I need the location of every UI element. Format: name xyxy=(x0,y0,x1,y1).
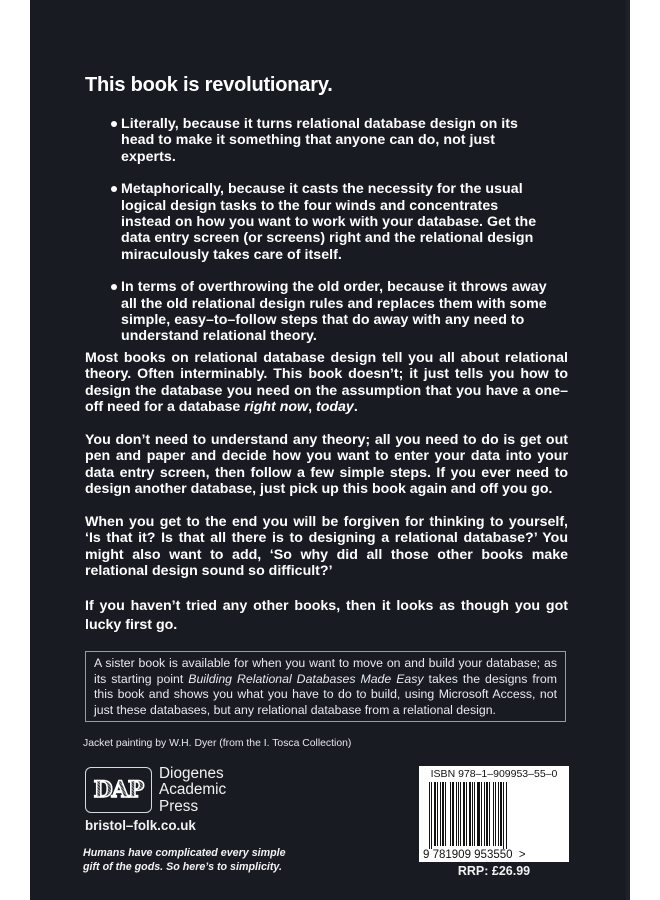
paragraph-end: When you get to the end you will be forgiven for thinking to yourself, ‘Is that it? Is that all there is to designing a relational database?’ You might also want to add, ‘So why did all those other books make relational design sound so difficult?’ xyxy=(85,514,568,580)
dap-logo-icon: DAP xyxy=(93,777,144,803)
publisher-website: bristol–folk.co.uk xyxy=(85,818,196,833)
motto-line: Humans have complicated every simple xyxy=(83,847,286,859)
motto xyxy=(83,847,286,874)
barcode-bar xyxy=(493,782,494,846)
isbn-barcode xyxy=(419,766,569,862)
bullet-item xyxy=(112,279,552,345)
sister-book-title: Building Relational Databases Made Easy xyxy=(188,671,424,686)
barcode-bar xyxy=(489,782,490,846)
barcode-bar xyxy=(472,782,473,846)
barcode-bars-icon xyxy=(429,782,537,856)
barcode-bar xyxy=(434,782,436,846)
barcode-bar xyxy=(498,782,499,846)
bullet-item xyxy=(112,116,552,165)
barcode-bar xyxy=(440,782,441,846)
barcode-bar xyxy=(506,782,507,856)
barcode-bar xyxy=(466,782,467,846)
barcode-bar xyxy=(431,782,432,856)
barcode-bar xyxy=(429,782,430,856)
barcode-bar xyxy=(474,782,475,846)
cover-edge xyxy=(626,0,630,900)
barcode-bar xyxy=(445,782,446,846)
barcode-bar xyxy=(463,782,465,846)
sister-book-box xyxy=(85,651,566,722)
publisher-line: Diogenes xyxy=(159,765,224,782)
bullet-icon xyxy=(111,121,117,127)
bullet-text: In terms of overthrowing the old order, because it throws away all the old relational design rules and replaces them with some simple, easy–to–follow steps that do away with any need to understand relational theory. xyxy=(121,279,547,345)
cover-headline: This book is revolutionary. xyxy=(85,74,333,96)
emphasis-text: today xyxy=(315,399,354,416)
bullet-list xyxy=(112,116,552,361)
publisher-line: Press xyxy=(159,797,199,815)
barcode-bar xyxy=(452,782,454,846)
barcode-bar xyxy=(460,782,461,846)
barcode-bar xyxy=(495,782,496,846)
motto-line: gift of the gods. So here’s to simplicity. xyxy=(83,860,282,873)
bullet-text: Literally, because it turns relational database design on its head to make it something that anyone can do, not just experts. xyxy=(121,116,518,165)
sister-box-text: takes the designs from this book and shows you what you have to do to build, using Microsoft Access, not just these databases, but any relational database from a relational design. xyxy=(94,671,557,717)
barcode-bar xyxy=(481,782,482,846)
bullet-icon xyxy=(111,284,117,290)
barcode-digits: 9 781909 953550 > xyxy=(423,849,565,861)
barcode-bar xyxy=(450,782,451,846)
paragraph-no-theory: You don’t need to understand any theory; all you need to do is get out pen and paper and decide how you want to enter your data into your data entry screen, then follow a few simple steps. If you ever need to design another database, just pick up this book again and off you go. xyxy=(85,432,568,498)
sister-box-text: A sister book is available for when you want to move on and build your database; as its starting point xyxy=(94,656,557,686)
paragraph-theory xyxy=(85,350,568,416)
barcode-bar xyxy=(442,782,444,846)
barcode-bar xyxy=(503,782,504,856)
publisher-logo xyxy=(85,767,152,813)
paragraph-text: . xyxy=(353,399,358,416)
barcode-bar xyxy=(469,782,471,846)
barcode-bar xyxy=(437,782,438,846)
price-label: RRP: £26.99 xyxy=(457,864,531,878)
barcode-bar xyxy=(500,782,502,846)
barcode-bar xyxy=(486,782,488,846)
paragraph-lucky: If you haven’t tried any other books, then it looks as though you got lucky first go. xyxy=(85,598,568,633)
book-back-cover xyxy=(30,0,630,900)
publisher-name xyxy=(159,766,226,815)
paragraph-text: , xyxy=(308,399,316,416)
publisher-line: Academic xyxy=(159,781,227,799)
bullet-icon xyxy=(111,186,117,192)
bullet-item xyxy=(112,181,552,263)
barcode-bar xyxy=(477,782,480,846)
emphasis-text: right now xyxy=(244,399,309,416)
barcode-bar xyxy=(456,782,457,846)
isbn-label: ISBN 978–1–909953–55–0 xyxy=(430,768,558,780)
paragraph-text: Most books on relational database design tell you all about relational theory. Often interminably. This book doesn’t; it just tells you how to design the database you need on the assumption that you have a one–off need for a database xyxy=(85,350,568,416)
barcode-bar xyxy=(484,782,485,846)
jacket-credit: Jacket painting by W.H. Dyer (from the I. Tosca Collection) xyxy=(83,738,352,749)
barcode-bar xyxy=(458,782,459,846)
bullet-text: Metaphorically, because it casts the necessity for the usual logical design tasks to the four winds and concentrates instead on how you want to work with your database. Get the data entry screen (or screens) right and the relational design miraculously takes care of itself. xyxy=(121,181,537,263)
